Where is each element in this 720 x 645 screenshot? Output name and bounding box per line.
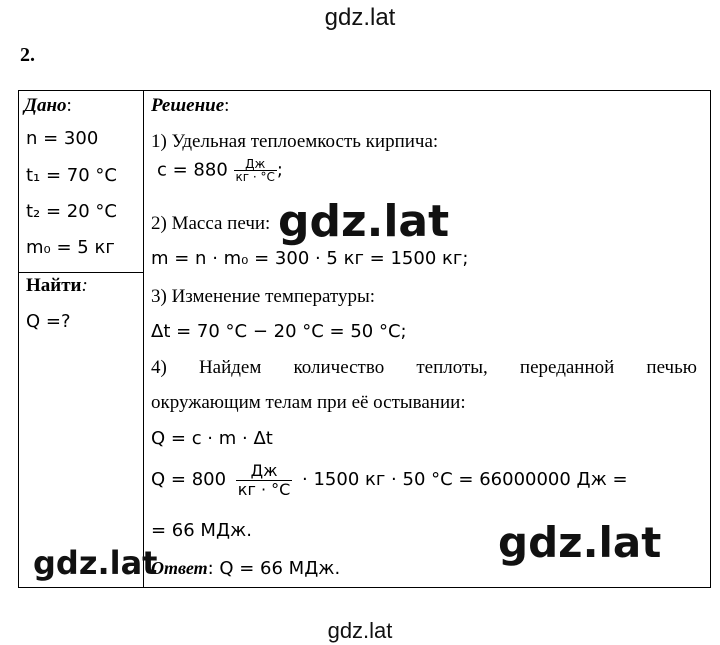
heat-formula: Q = c · m · Δt (151, 428, 273, 449)
mass-formula: m = n · m₀ = 300 · 5 кг = 1500 кг; (151, 248, 469, 269)
watermark-center: gdz.lat (278, 196, 450, 247)
watermark-right: gdz.lat (498, 518, 662, 567)
given-line-t1: t₁ = 70 °C (26, 165, 117, 186)
watermark-bottom: gdz.lat (327, 618, 393, 643)
step-4-text-line-1: 4) Найдем количество теплоты, переданной печью (151, 357, 697, 378)
fraction-numerator: Дж (250, 461, 278, 480)
watermark-top: gdz.lat (324, 4, 396, 31)
given-line-t2: t₂ = 20 °C (26, 201, 117, 222)
specific-heat-formula: c = 880 $\frac{Дж}{кг \cdot ^\circ C}$ ; (157, 157, 283, 184)
table-column-divider (143, 90, 144, 588)
answer-line: Ответ: Q = 66 МДж. (151, 558, 341, 579)
temperature-change-formula: Δt = 70 °C − 20 °C = 50 °C; (151, 321, 407, 342)
step-4-text-line-2: окружающим телам при её остывании: (151, 392, 466, 413)
heat-calculation: Q = 800 $\frac{Дж}{кг \cdot ^\circ C}$ · 1500 кг · 50 °C = 66000000 Дж = (151, 461, 628, 499)
problem-number: 2. (20, 44, 35, 66)
fraction-denominator: кг · °C (235, 170, 275, 184)
fraction-numerator: Дж (245, 157, 266, 171)
answer-label: Ответ (151, 558, 208, 578)
step-3-text: 3) Изменение температуры: (151, 286, 376, 307)
step-2-text: 2) Масса печи: (151, 213, 271, 234)
fraction-denominator: кг · °C (237, 479, 291, 499)
step-1-text: 1) Удельная теплоемкость кирпича: (151, 131, 439, 152)
given-line-n: n = 300 (26, 128, 99, 149)
heat-result: = 66 МДж. (151, 520, 252, 541)
watermark-left: gdz.lat (33, 544, 158, 582)
given-header: Дано: (24, 95, 72, 116)
given-find-divider (18, 272, 144, 273)
find-header: Найти: (26, 275, 88, 296)
given-line-m0: m₀ = 5 кг (26, 237, 115, 258)
find-line: Q =? (26, 311, 71, 332)
solution-header: Решение: (151, 95, 230, 116)
